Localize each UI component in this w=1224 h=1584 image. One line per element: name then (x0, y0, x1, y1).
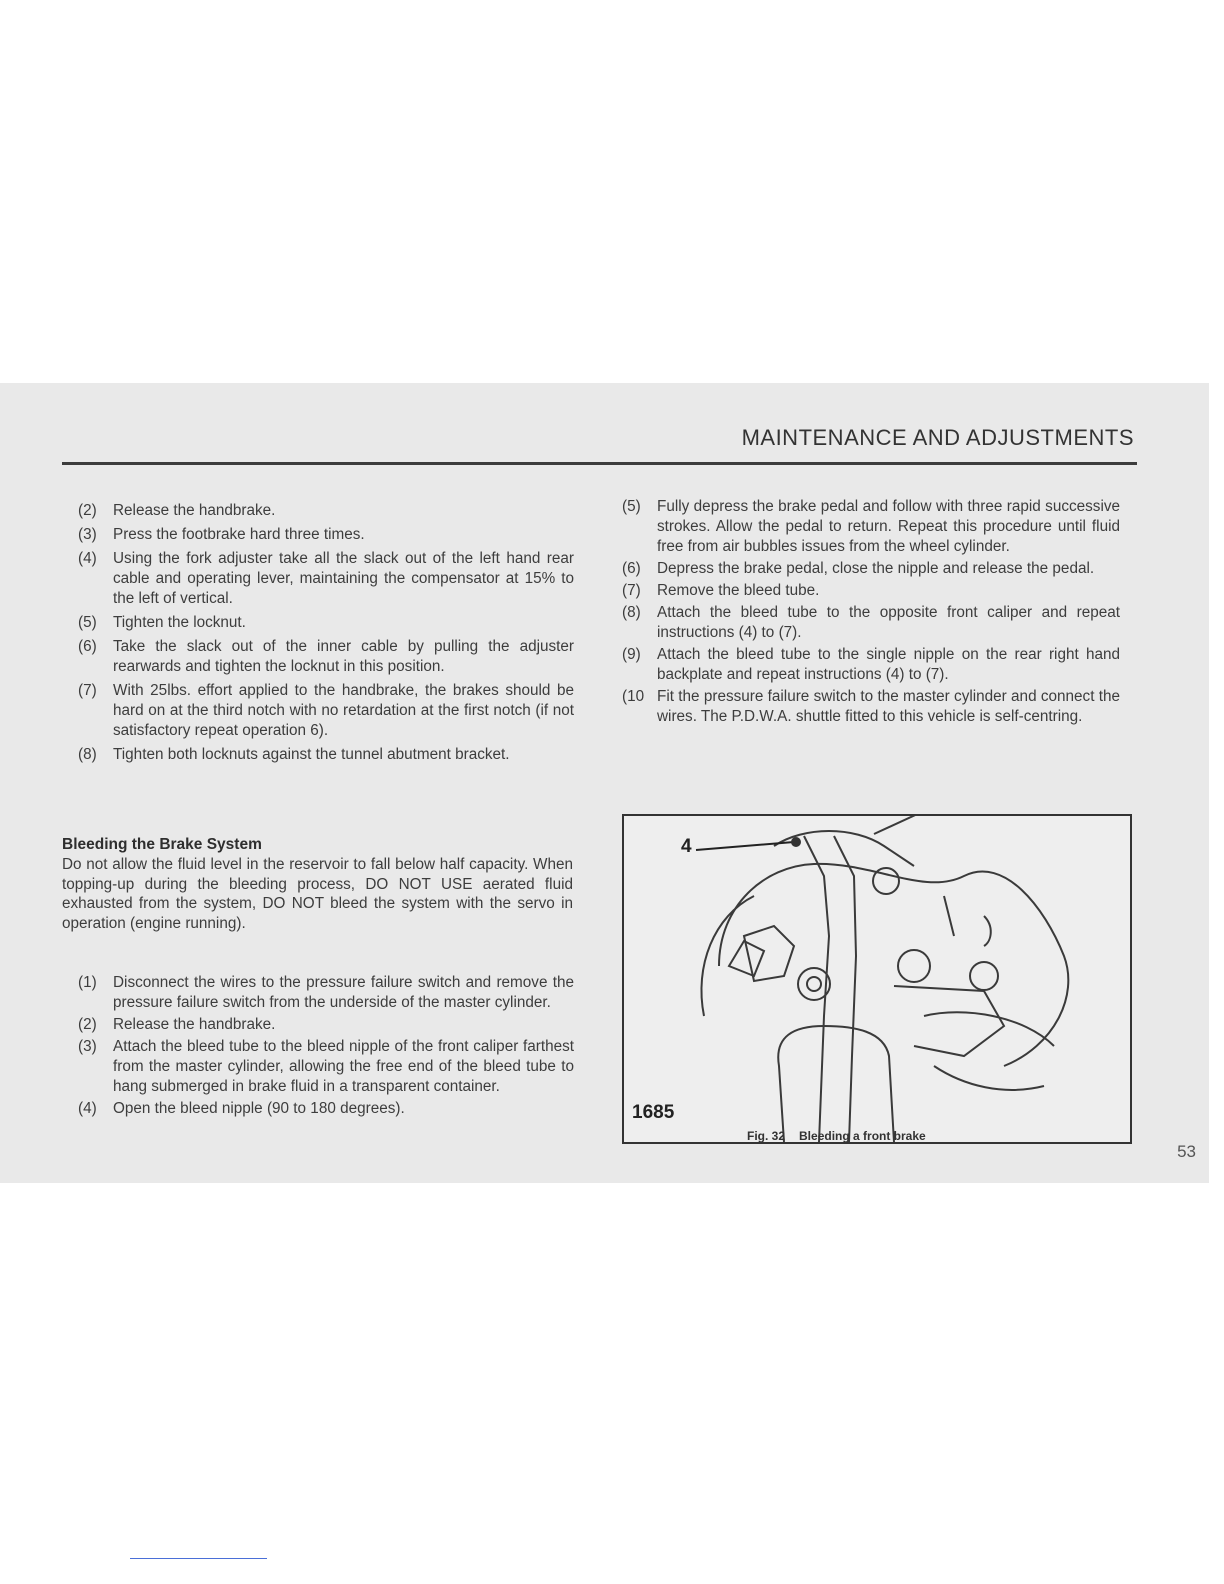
figure-caption-label: Fig. 32 (747, 1129, 786, 1143)
step-text: Tighten the locknut. (113, 614, 246, 631)
step-number: (7) (78, 682, 97, 699)
list-item (622, 687, 1120, 727)
left-steps-a (78, 501, 574, 769)
list-item (78, 973, 574, 1013)
step-text: Attach the bleed tube to the bleed nipple of the front caliper farthest from the master cylinder, allowing the free end of the bleed tube to hang submerged in brake fluid in a transparent container. (113, 1038, 574, 1095)
step-text: Release the handbrake. (113, 502, 276, 519)
step-text: Using the fork adjuster take all the slack out of the left hand rear cable and operating lever, maintaining the compensator at 15% to the left of vertical. (113, 550, 574, 607)
section-heading: Bleeding the Brake System (62, 836, 262, 853)
step-number: (2) (78, 1016, 97, 1033)
step-number: (1) (78, 974, 97, 991)
list-item (78, 1015, 574, 1035)
page-number: 53 (1177, 1142, 1196, 1161)
step-text: Remove the bleed tube. (657, 582, 820, 599)
step-text: Press the footbrake hard three times. (113, 526, 365, 543)
step-number: (5) (78, 614, 97, 631)
step-number: (5) (622, 498, 641, 515)
list-item (78, 745, 574, 765)
step-number: (3) (78, 1038, 97, 1055)
step-text: Fit the pressure failure switch to the master cylinder and connect the wires. The P.D.W.A. shuttle fitted to this vehicle is self-centring. (657, 688, 1120, 725)
header-divider (62, 462, 1137, 465)
list-item (78, 1099, 574, 1119)
page-header-title: MAINTENANCE AND ADJUSTMENTS (741, 425, 1134, 450)
figure-caption-text: Bleeding a front brake (799, 1129, 926, 1143)
step-number: (8) (78, 746, 97, 763)
list-item (78, 549, 574, 609)
step-text: Depress the brake pedal, close the nipple and release the pedal. (657, 560, 1095, 577)
step-number: (8) (622, 604, 641, 621)
step-number: (4) (78, 550, 97, 567)
figure-callout-label: 4 (681, 836, 692, 857)
step-text: Disconnect the wires to the pressure failure switch and remove the pressure failure switch from the underside of the master cylinder. (113, 974, 574, 1011)
step-text: Open the bleed nipple (90 to 180 degrees). (113, 1100, 405, 1117)
footer-link-line (130, 1558, 267, 1559)
step-number: (6) (622, 560, 641, 577)
left-steps-b (78, 973, 574, 1121)
step-text: With 25lbs. effort applied to the handbrake, the brakes should be hard on at the third notch with no retardation at the first notch (if not satisfactory repeat operation 6). (113, 682, 574, 739)
step-number: (4) (78, 1100, 97, 1117)
figure-caption (747, 1129, 926, 1143)
list-item (78, 613, 574, 633)
step-number: (10 (622, 688, 645, 705)
list-item (622, 645, 1120, 685)
step-text: Attach the bleed tube to the opposite front caliper and repeat instructions (4) to (7). (657, 604, 1120, 641)
right-steps (622, 497, 1120, 729)
step-number: (2) (78, 502, 97, 519)
section-body: Do not allow the fluid level in the reservoir to fall below half capacity. When topping-up during the bleeding process, DO NOT USE aerated fluid exhausted from the system, DO NOT bleed the system with the servo in operation (engine running). (62, 856, 573, 932)
brake-illustration (622, 814, 1132, 1144)
list-item (78, 501, 574, 521)
step-text: Tighten both locknuts against the tunnel abutment bracket. (113, 746, 510, 763)
step-text: Take the slack out of the inner cable by pulling the adjuster rearwards and tighten the locknut in this position. (113, 638, 574, 675)
step-text: Attach the bleed tube to the single nipple on the rear right hand backplate and repeat instructions (4) to (7). (657, 646, 1120, 683)
figure-number: 1685 (632, 1102, 675, 1123)
step-number: (9) (622, 646, 641, 663)
list-item (622, 497, 1120, 557)
list-item (78, 637, 574, 677)
list-item (78, 681, 574, 741)
list-item (78, 525, 574, 545)
list-item (622, 559, 1120, 579)
step-text: Fully depress the brake pedal and follow with three rapid successive strokes. Allow the pedal to return. Repeat this procedure until fluid free from air bubbles issues from the wheel cylinder. (657, 498, 1120, 555)
manual-page (0, 383, 1209, 1183)
step-number: (7) (622, 582, 641, 599)
list-item (622, 603, 1120, 643)
list-item (78, 1037, 574, 1097)
list-item (622, 581, 1120, 601)
brake-drawing (624, 816, 1130, 1142)
step-number: (3) (78, 526, 97, 543)
step-text: Release the handbrake. (113, 1016, 276, 1033)
step-number: (6) (78, 638, 97, 655)
